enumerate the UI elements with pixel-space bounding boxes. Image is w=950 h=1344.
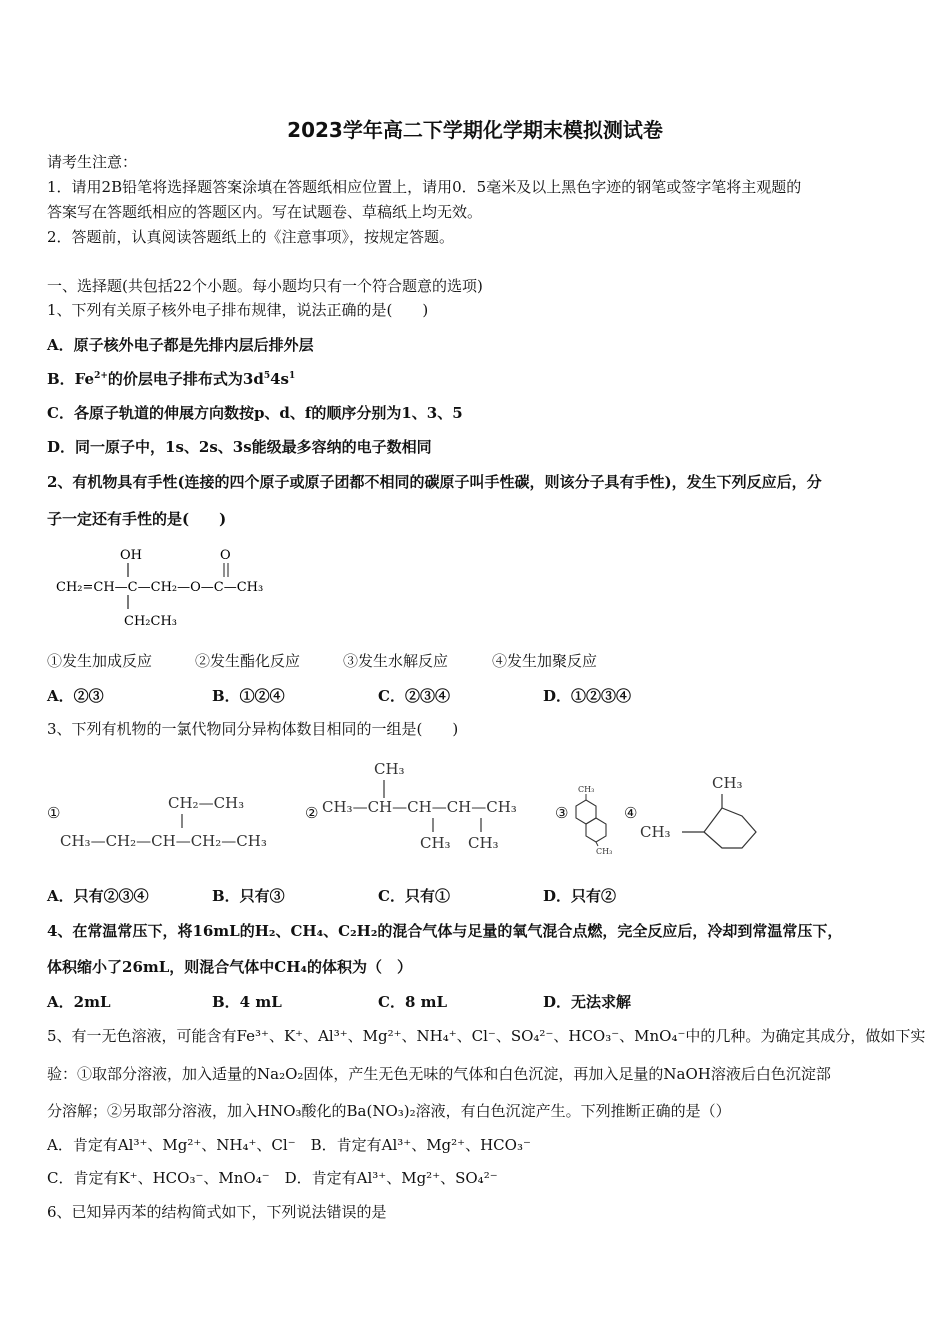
q5-stem-line-3: 分溶解；②另取部分溶液，加入HNO₃酸化的Ba(NO₃)₂溶液，有白色沉淀产生。下列推断正确的是（） — [47, 1102, 731, 1120]
q2-main-chain: CH₂=CH—C—CH₂—O—C—CH₃ — [56, 580, 264, 595]
q5-options-ab: A．肯定有Al³⁺、Mg²⁺、NH₄⁺、Cl⁻ B．肯定有Al³⁺、Mg²⁺、HCO₃⁻ — [47, 1136, 531, 1154]
q1-stem: 1、下列有关原子核外电子排布规律，说法正确的是( ) — [47, 301, 429, 319]
page-title: 2023学年高二下学期化学期末模拟测试卷 — [287, 118, 663, 142]
notice-line-1: 1．请用2B铅笔将选择题答案涂填在答题纸相应位置上，请用0．5毫米及以上黑色字迹的钢笔或签字笔将主观题的 — [47, 178, 802, 196]
q5-stem-line-1: 5、有一无色溶液，可能含有Fe³⁺、K⁺、Al³⁺、Mg²⁺、NH₄⁺、Cl⁻、SO₄²⁻、HCO₃⁻、MnO₄⁻中的几种。为确定其成分，做如下实 — [47, 1027, 926, 1045]
q3-option-b: B．只有③ — [212, 887, 285, 905]
q3-molecule-1 — [58, 788, 308, 854]
q3-label-2: ② — [305, 804, 319, 822]
q4-stem-line-1: 4、在常温常压下，将16mL的H₂、CH₄、C₂H₂的混合气体与足量的氧气混合点燃，完全反应后，冷却到常温常压下， — [47, 922, 843, 940]
q2-reaction-4: ④发生加聚反应 — [492, 652, 598, 670]
q3-m4-methyl-left: CH₃ — [640, 823, 671, 841]
q3-molecule-3-naphthalene — [572, 780, 632, 856]
section-heading: 一、选择题(共包括22个小题。每小题均只有一个符合题意的选项) — [47, 277, 483, 295]
q1-option-b: B．$Fe^{2+}$的价层电子排布式为$3d^54s^1$ — [47, 370, 296, 388]
q2-molecule-structure — [52, 543, 282, 635]
q1-option-d: D．同一原子中，1s、2s、3s能级最多容纳的电子数相同 — [47, 438, 432, 456]
q5-stem-line-2: 验：①取部分溶液，加入适量的Na₂O₂固体，产生无色无味的气体和白色沉淀，再加入足量的NaOH溶液后白色沉淀部 — [47, 1065, 831, 1083]
q3-m4-methyl-top: CH₃ — [712, 774, 743, 792]
q2-reaction-1: ①发生加成反应 — [47, 652, 153, 670]
q3-m2-bottom-methyl-2: CH₃ — [468, 834, 499, 852]
q2-carbonyl-o: O — [220, 548, 231, 563]
q3-label-4: ④ — [624, 804, 638, 822]
q3-m1-ethyl: CH₂—CH₃ — [168, 794, 245, 812]
q4-option-c: C．8 mL — [378, 993, 448, 1011]
q4-option-a: A．2mL — [47, 993, 111, 1011]
q3-label-3: ③ — [555, 804, 569, 822]
notice-line-2: 答案写在答题纸相应的答题区内。写在试题卷、草稿纸上均无效。 — [47, 203, 483, 221]
q3-m2-top-methyl: CH₃ — [374, 760, 405, 778]
q2-reaction-3: ③发生水解反应 — [343, 652, 449, 670]
q3-molecule-2 — [320, 758, 560, 854]
q2-option-a: A．②③ — [47, 687, 104, 705]
q4-stem-line-2: 体积缩小了26mL，则混合气体中CH₄的体积为（ ） — [47, 958, 412, 976]
q6-stem: 6、已知异丙苯的结构简式如下，下列说法错误的是 — [47, 1203, 387, 1221]
notice-line-3: 2．答题前，认真阅读答题纸上的《注意事项》，按规定答题。 — [47, 228, 455, 246]
q3-m2-bottom-methyl-1: CH₃ — [420, 834, 451, 852]
q3-stem: 3、下列有机物的一氯代物同分异构体数目相同的一组是( ) — [47, 720, 459, 738]
q4-option-d: D．无法求解 — [543, 993, 632, 1011]
q3-option-a: A．只有②③④ — [47, 887, 149, 905]
q2-reaction-2: ②发生酯化反应 — [195, 652, 301, 670]
q3-m2-main-chain: CH₃—CH—CH—CH—CH₃ — [322, 798, 517, 816]
q1-option-a: A．原子核外电子都是先排内层后排外层 — [47, 336, 314, 354]
q3-m3-methyl-bottom: CH₃ — [596, 847, 613, 856]
q5-options-cd: C．肯定有K⁺、HCO₃⁻、MnO₄⁻ D．肯定有Al³⁺、Mg²⁺、SO₄²⁻ — [47, 1169, 498, 1187]
q2-stem-line-2: 子一定还有手性的是( ) — [47, 510, 227, 528]
q1-option-c: C．各原子轨道的伸展方向数按p、d、f的顺序分别为1、3、5 — [47, 404, 463, 422]
q2-ethyl-group: CH₂CH₃ — [124, 614, 177, 629]
q3-label-1: ① — [47, 804, 61, 822]
q3-m3-methyl-top: CH₃ — [578, 785, 595, 794]
q3-option-c: C．只有① — [378, 887, 450, 905]
q4-option-b: B．4 mL — [212, 993, 282, 1011]
notice-heading: 请考生注意： — [47, 153, 138, 171]
q2-option-c: C．②③④ — [378, 687, 450, 705]
q3-option-d: D．只有② — [543, 887, 617, 905]
q2-option-d: D．①②③④ — [543, 687, 632, 705]
q3-m1-main-chain: CH₃—CH₂—CH—CH₂—CH₃ — [60, 832, 267, 850]
q3-molecule-4-cyclohexane — [638, 768, 768, 858]
q2-oh-label: OH — [120, 548, 142, 563]
q2-option-b: B．①②④ — [212, 687, 285, 705]
q2-stem-line-1: 2、有机物具有手性(连接的四个原子或原子团都不相同的碳原子叫手性碳，则该分子具有手性)，发生下列反应后，分 — [47, 473, 822, 491]
